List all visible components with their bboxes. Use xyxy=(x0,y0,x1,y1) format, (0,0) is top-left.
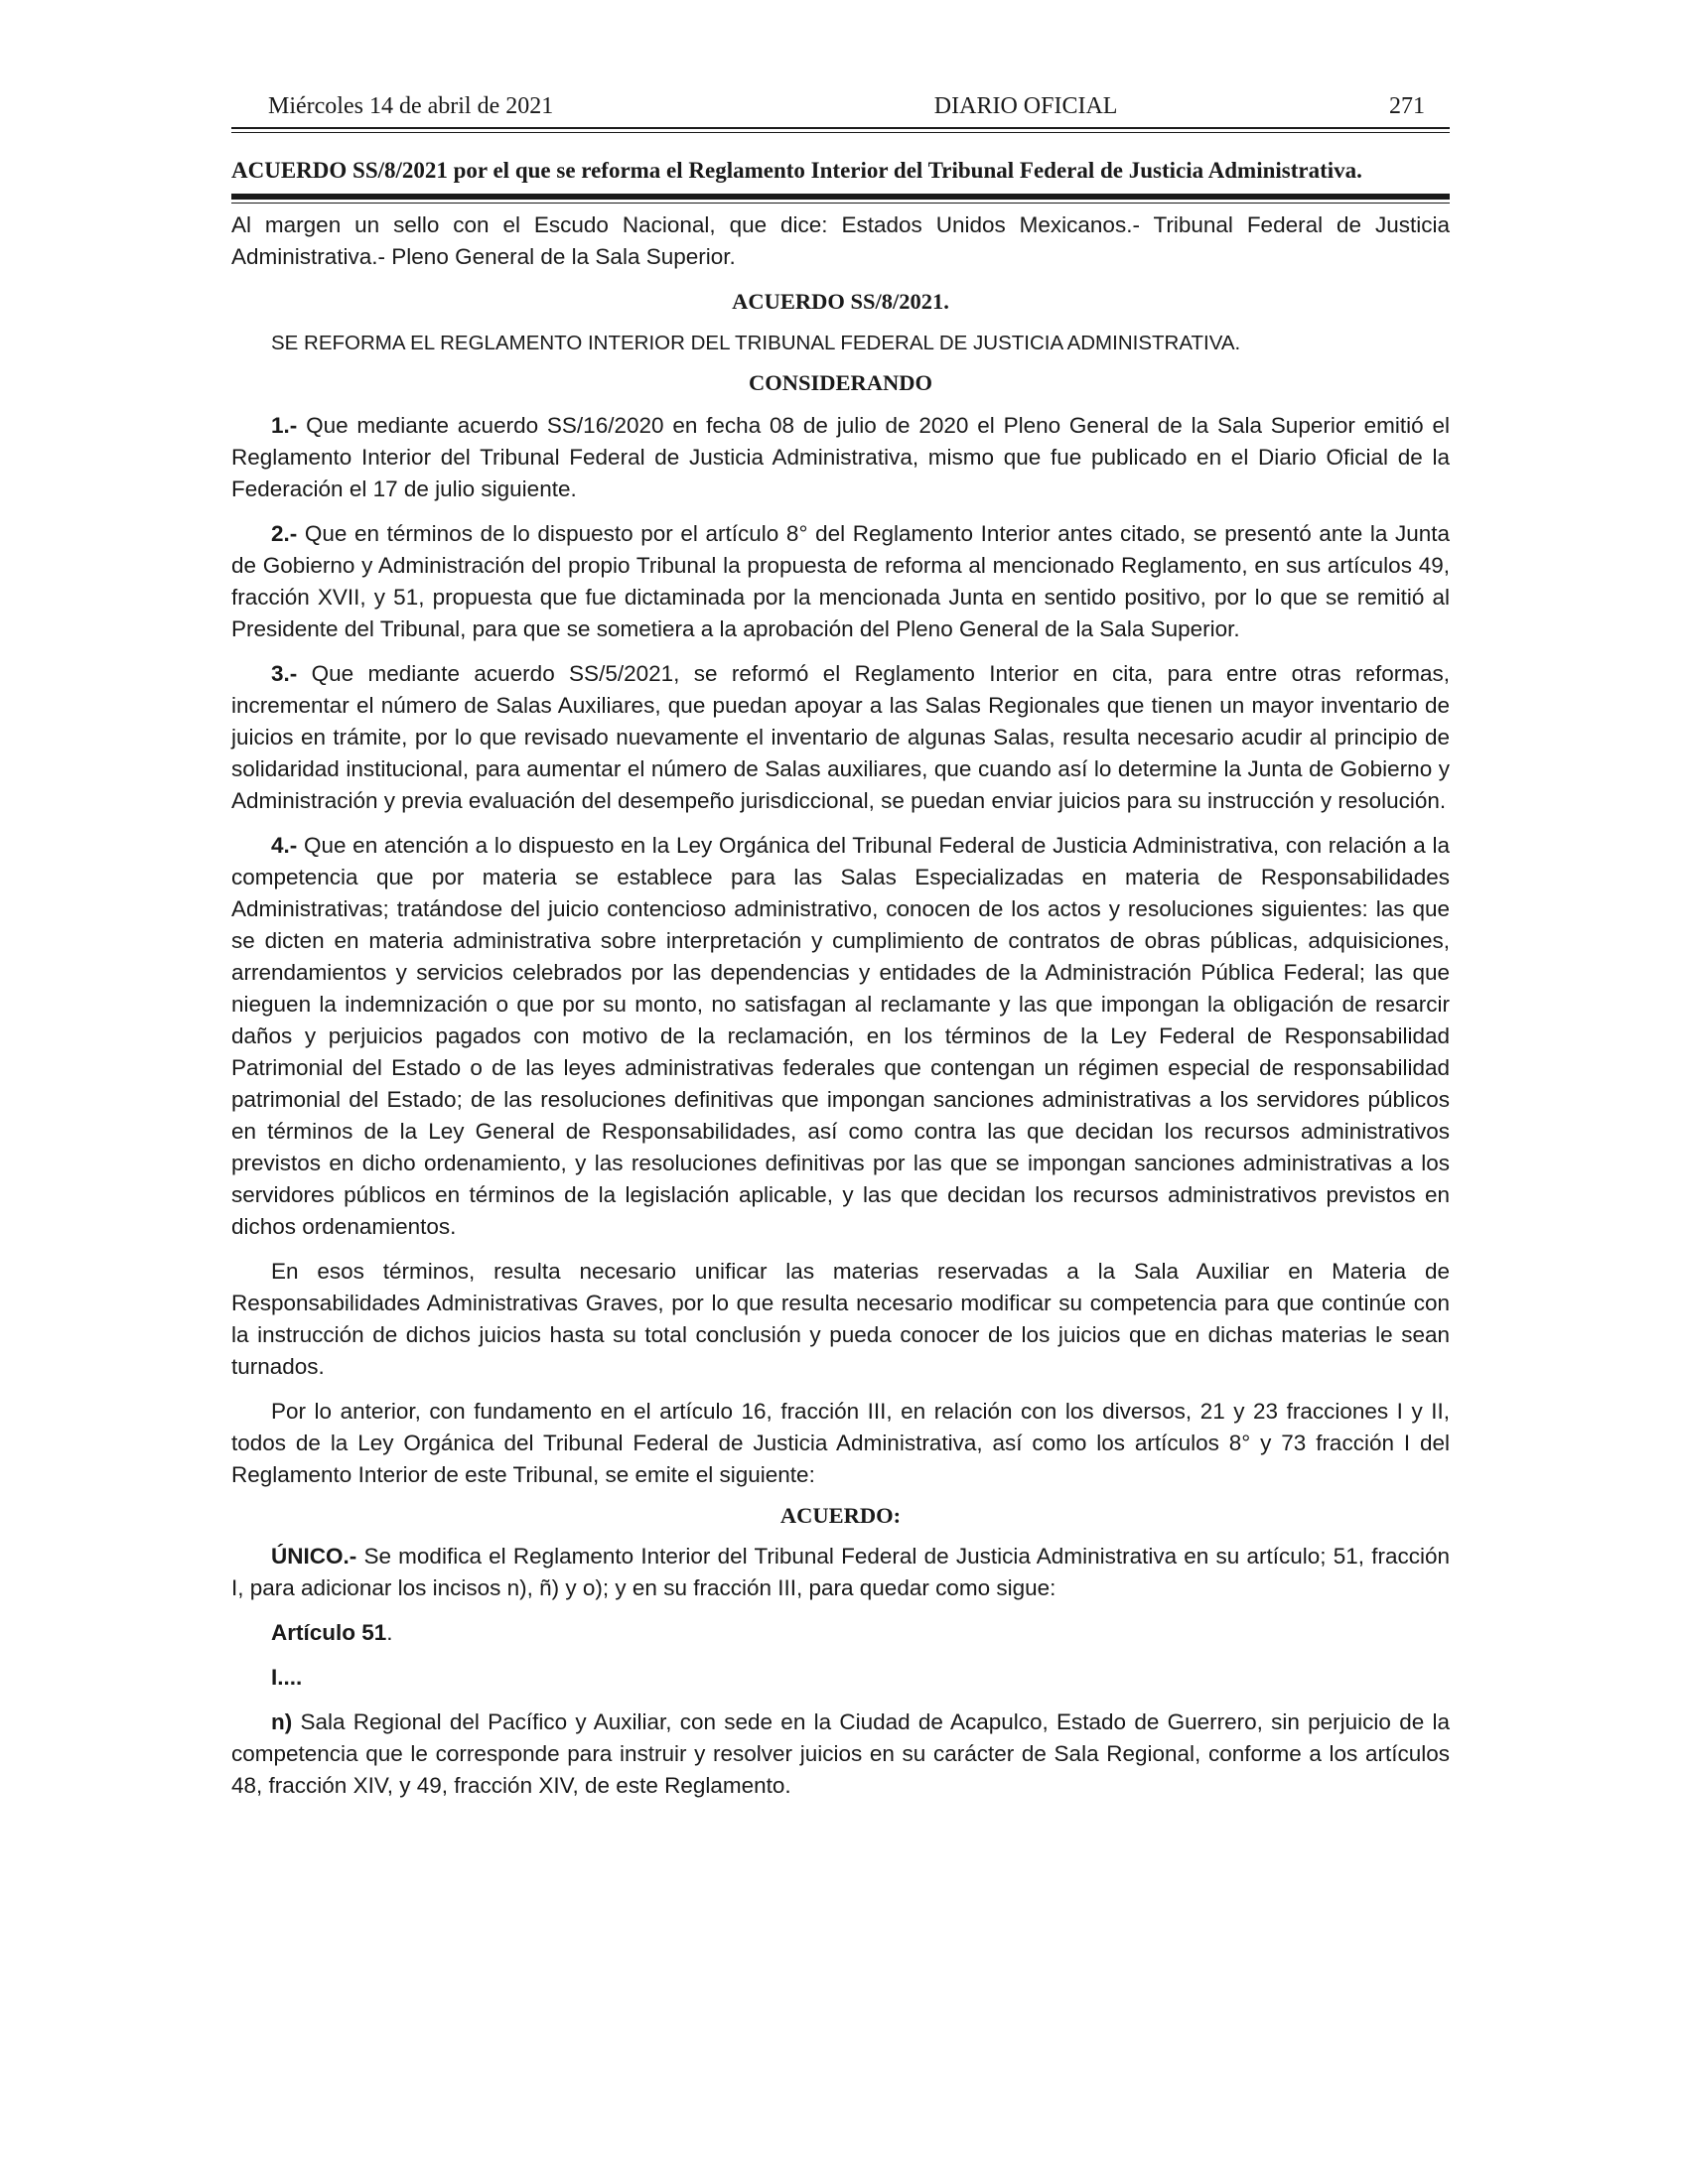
title-rule-thick xyxy=(231,194,1450,200)
header-page-number: 271 xyxy=(1389,93,1425,119)
considerando-text: Que mediante acuerdo SS/16/2020 en fecha 08 de julio de 2020 el Pleno General de la Sala Superior emitió el Reglamento Interior del Tribunal Federal de Justicia Administrativa, mismo que fue publicado en el Diario Oficial de la Federación el 17 de julio siguiente. xyxy=(231,413,1450,501)
header-date: Miércoles 14 de abril de 2021 xyxy=(268,93,554,119)
considerando-text: Que en atención a lo dispuesto en la Ley Orgánica del Tribunal Federal de Justicia Administrativa, con relación a la competencia que por materia se establece para las Salas Especializadas en materia de Responsabilidades Administrativas; tratándose del juicio contencioso administrativo, conocen de los actos y resoluciones siguientes: las que se dicten en materia administrativa sobre interpretación y cumplimiento de contratos de obras públicas, adquisiciones, arrendamientos y servicios celebrados por las dependencias y entidades de la Administración Pública Federal; las que nieguen la indemnización o que por su monto, no satisfagan al reclamante y las que impongan la obligación de resarcir daños y perjuicios pagados con motivo de la reclamación, en los términos de la Ley Federal de Responsabilidad Patrimonial del Estado o de las leyes administrativas federales que contengan un régimen especial de responsabilidad patrimonial del Estado; de las resoluciones definitivas que impongan sanciones administrativas a los servidores públicos en términos de la Ley General de Responsabilidades, así como contra las que decidan los recursos administrativos previstos en dicho ordenamiento, y las resoluciones definitivas por las que se impongan sanciones administrativas a los servidores públicos en términos de la legislación aplicable, y las que decidan los recursos administrativos previstos en dichos ordenamientos. xyxy=(231,833,1450,1239)
considerando-3 xyxy=(231,658,1450,817)
unico-paragraph xyxy=(231,1541,1450,1604)
header-publication: DIARIO OFICIAL xyxy=(933,93,1118,119)
unico-text: Se modifica el Reglamento Interior del Tribunal Federal de Justicia Administrativa en su artículo; 51, fracción I, para adicionar los incisos n), ñ) y o); y en su fracción III, para quedar como sigue: xyxy=(231,1544,1450,1600)
considerando-label: 3.- xyxy=(271,661,298,686)
articulo-suffix: . xyxy=(386,1620,393,1645)
considerando-label: 1.- xyxy=(271,413,298,438)
considerando-label: 2.- xyxy=(271,521,298,546)
fraccion-line xyxy=(231,1662,1450,1694)
header-rule xyxy=(231,127,1450,133)
inciso-n-text: Sala Regional del Pacífico y Auxiliar, con sede en la Ciudad de Acapulco, Estado de Guerrero, sin perjuicio de la competencia que le corresponde para instruir y resolver juicios en su carácter de Sala Regional, conforme a los artículos 48, fracción XIV, y 49, fracción XIV, de este Reglamento. xyxy=(231,1709,1450,1798)
considerando-1 xyxy=(231,410,1450,505)
considerando-label: 4.- xyxy=(271,833,298,858)
fraccion-label: I.... xyxy=(271,1665,303,1690)
considerando-text: Que en términos de lo dispuesto por el artículo 8° del Reglamento Interior antes citado, se presentó ante la Junta de Gobierno y Administración del propio Tribunal la propuesta de reforma al mencionado Reglamento, en sus artículos 49, fracción XVII, y 51, propuesta que fue dictaminada por la mencionada Junta en sentido positivo, por lo que se remitió al Presidente del Tribunal, para que se sometiera a la aprobación del Pleno General de la Sala Superior. xyxy=(231,521,1450,641)
document-title: ACUERDO SS/8/2021 por el que se reforma el Reglamento Interior del Tribunal Federal de Justicia Administrativa. xyxy=(231,158,1362,183)
acuerdo-label: ACUERDO: xyxy=(779,1503,902,1528)
considerando-heading: CONSIDERANDO xyxy=(748,370,933,395)
acuerdo-heading: ACUERDO SS/8/2021. xyxy=(732,289,949,314)
considerando-2 xyxy=(231,518,1450,645)
articulo-label: Artículo 51 xyxy=(271,1620,387,1645)
running-header xyxy=(231,91,1450,121)
articulo-heading xyxy=(231,1617,1450,1649)
title-rule-thin xyxy=(231,203,1450,204)
considerando-text: Que mediante acuerdo SS/5/2021, se reformó el Reglamento Interior en cita, para entre otras reformas, incrementar el número de Salas Auxiliares, que puedan apoyar a las Salas Regionales que tienen un mayor inventario de juicios en trámite, por lo que revisado nuevamente el inventario de algunas Salas, resulta necesario acudir al principio de solidaridad institucional, para aumentar el número de Salas auxiliares, que cuando así lo determine la Junta de Gobierno y Administración y previa evaluación del desempeño jurisdiccional, se puedan enviar juicios para su instrucción y resolución. xyxy=(231,661,1450,813)
document-page xyxy=(231,91,1450,1802)
considerandos-list xyxy=(231,410,1450,1491)
resolutive-section xyxy=(231,1541,1450,1802)
unico-label: ÚNICO.- xyxy=(271,1544,357,1569)
margin-note: Al margen un sello con el Escudo Nacional, que dice: Estados Unidos Mexicanos.- Tribunal Federal de Justicia Administrativa.- Pleno General de la Sala Superior. xyxy=(231,212,1450,269)
inciso-n-paragraph xyxy=(231,1706,1450,1802)
paragraph-basis: Por lo anterior, con fundamento en el artículo 16, fracción III, en relación con los diversos, 21 y 23 fracciones I y II, todos de la Ley Orgánica del Tribunal Federal de Justicia Administrativa, así como los artículos 8° y 73 fracción I del Reglamento Interior de este Tribunal, se emite el siguiente: xyxy=(231,1399,1450,1487)
considerando-4 xyxy=(231,830,1450,1243)
inciso-n-label: n) xyxy=(271,1709,293,1734)
document-body xyxy=(231,209,1450,1802)
paragraph-terms: En esos términos, resulta necesario unificar las materias reservadas a la Sala Auxiliar en Materia de Responsabilidades Administrativas Graves, por lo que resulta necesario modificar su competencia para que continúe con la instrucción de dichos juicios hasta su total conclusión y pueda conocer de los juicios que en dichas materias le sean turnados. xyxy=(231,1259,1450,1379)
subheading: SE REFORMA EL REGLAMENTO INTERIOR DEL TRIBUNAL FEDERAL DE JUSTICIA ADMINISTRATIVA. xyxy=(271,332,1241,354)
